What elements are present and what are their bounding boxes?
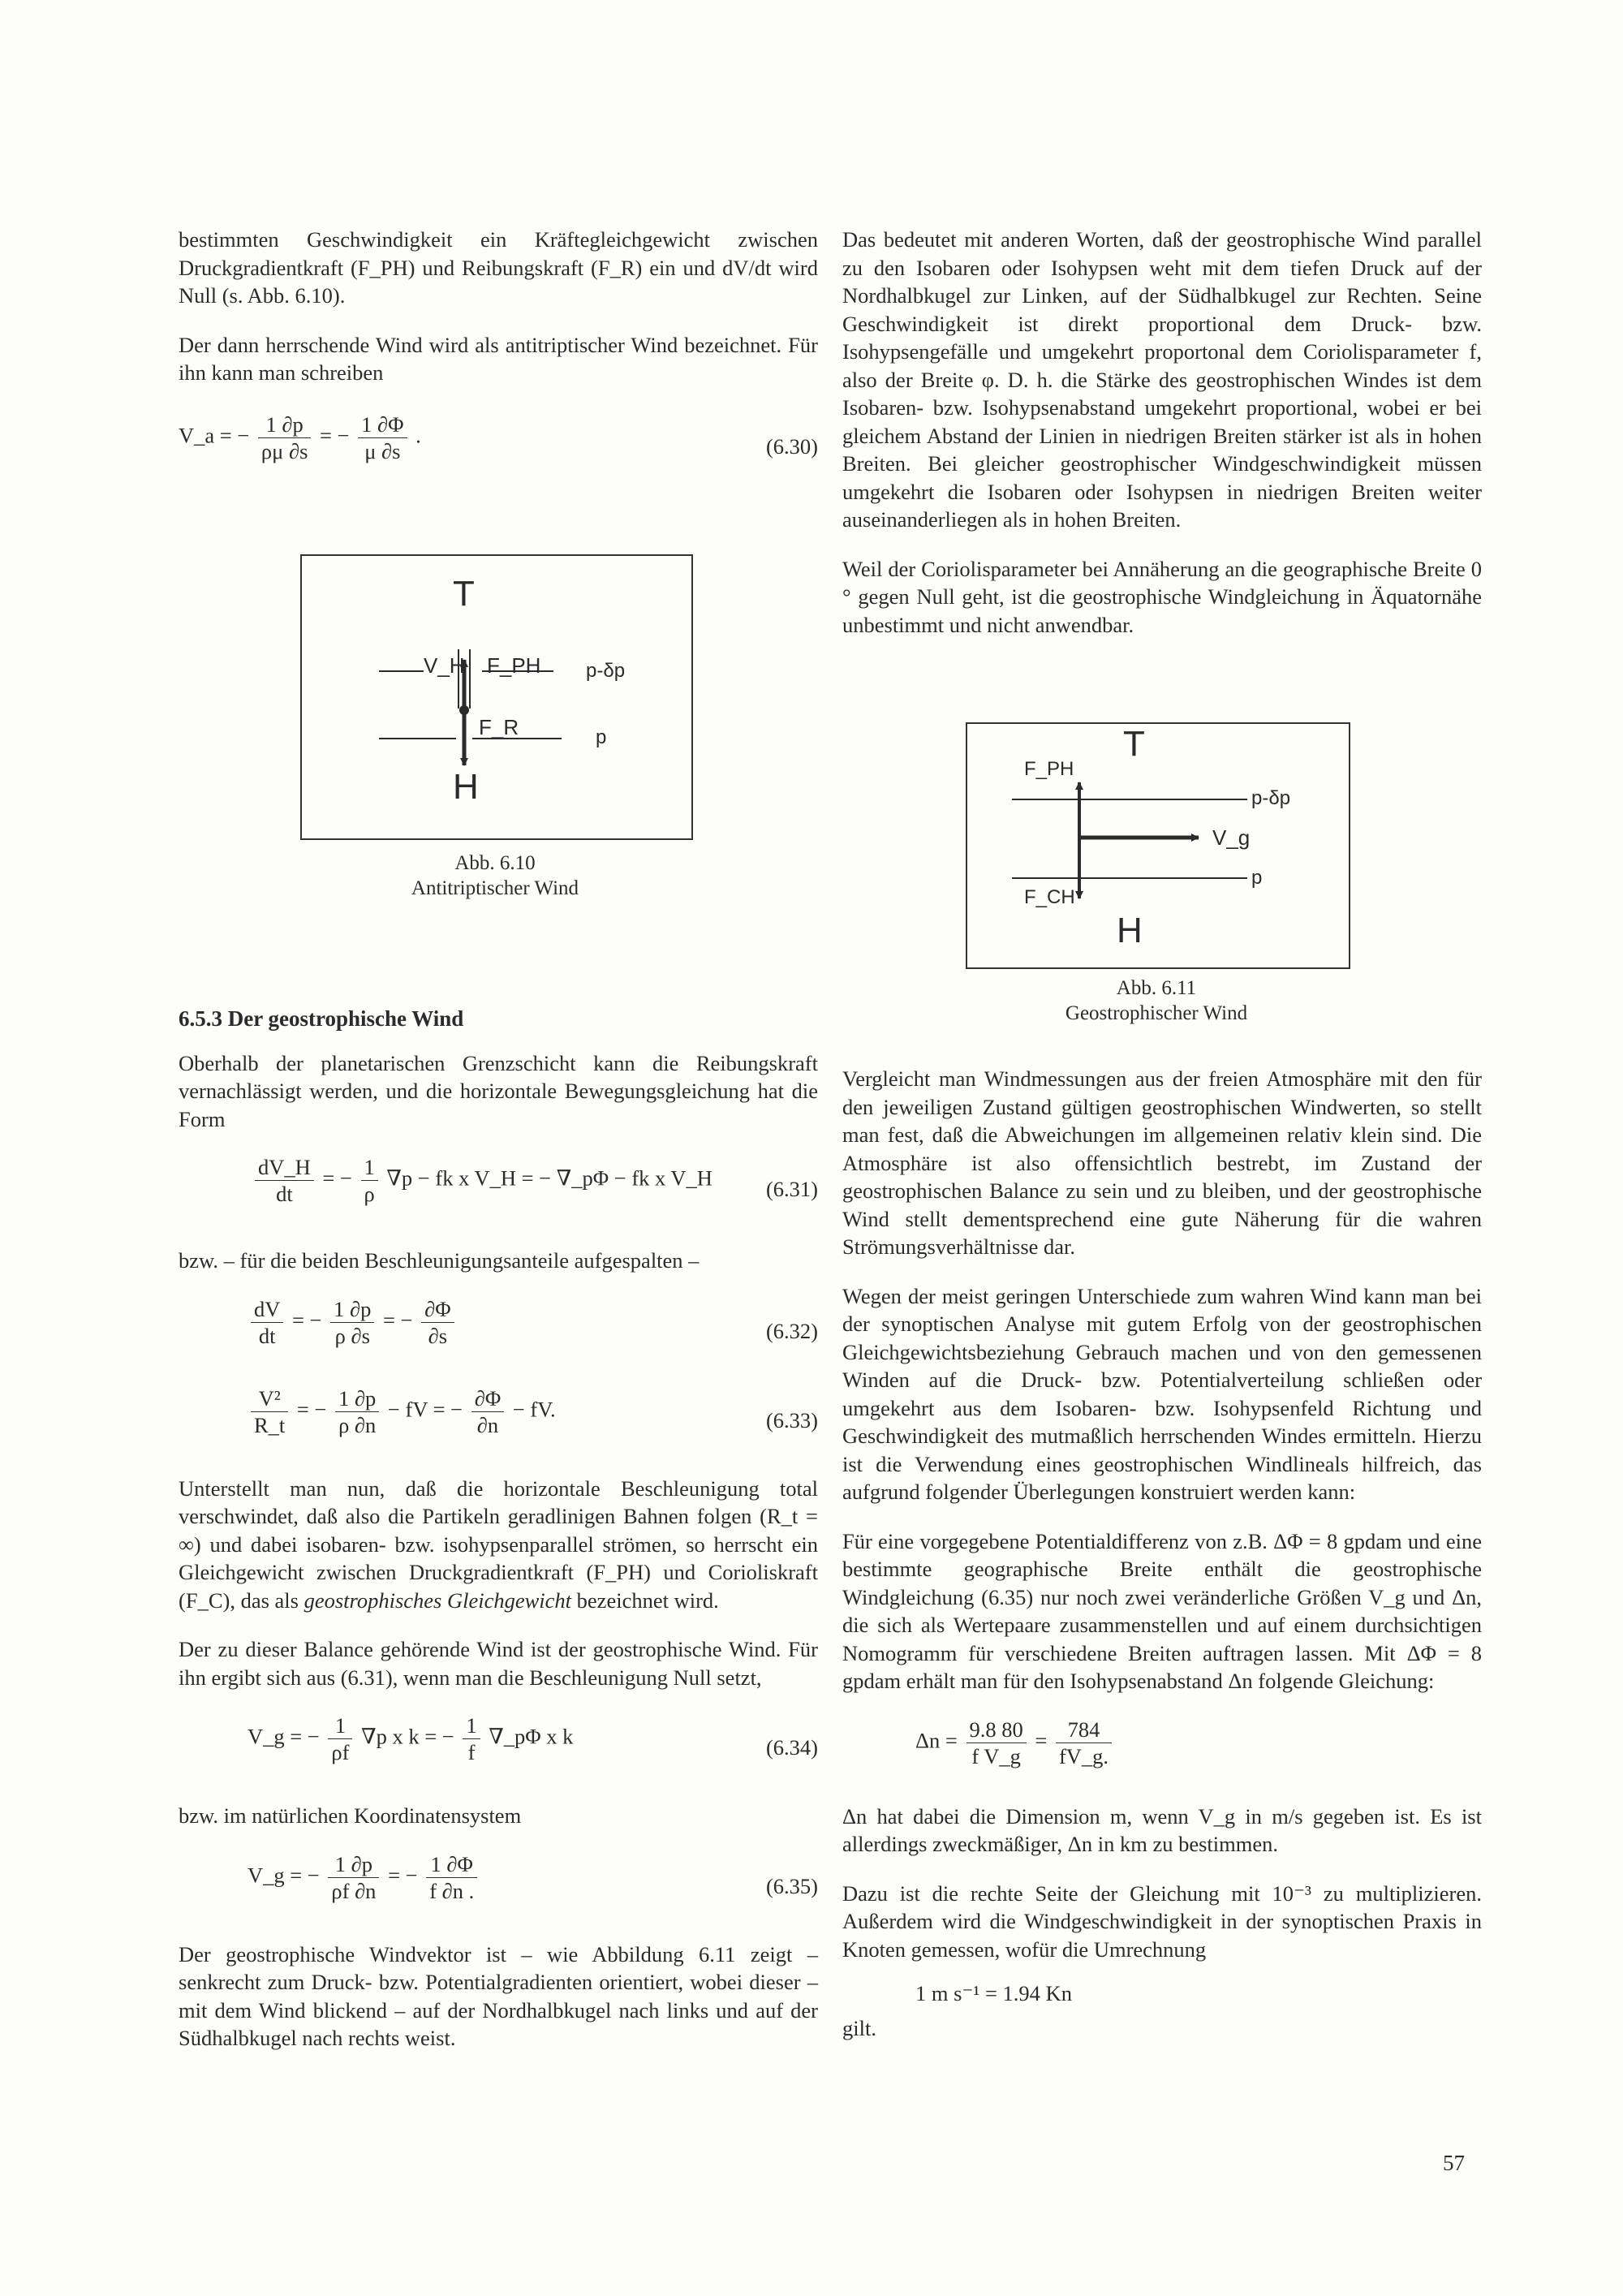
equation-6-34: V_g = − $\frac{1}{\rho f}$ ∇p x k = − $\frac{1}{f}$ ∇_pΦ x k (6.34) [248,1713,818,1764]
equation-6-33: $\frac{\text{V²}}{R\_t}$ = − $\frac{1 \partial p}{\rho \partial n}$ − fV = − $\frac{\partial\Phi}{\partial n}$ − fV. (6.33) [179,1385,818,1454]
label-vg: V_g [1212,825,1251,850]
right-paragraph-5: Für eine vorgegebene Potentialdifferenz von z.B. ΔΦ = 8 gpdam und eine bestimmte geographische Breite enthält die geostrophische Windgleichung (6.35) nur noch zwei veränderliche Größen V_g und Δn, die sich als Wertepaare zusammenstellen und auf einem durchsichtigen Nomogramm für verschiedene Breiten auftragen lassen. Mit ΔΦ = 8 gpdam erhält man für den Isohypsenabstand Δn folgende Gleichung: [842,1528,1482,1693]
equation-6-31: $\frac{dV\_H}{dt}$ = − $\frac{1}{\rho}$ ∇p − fk x V_H = − ∇_pΦ − fk x V_H (6.31) [179,1154,818,1229]
equation-number: (6.30) [765,433,818,459]
equation-6-35: V_g = − $\frac{1 \partial p}{\rho f \partial n}$ = − $\frac{1 \partial\Phi}{f \partial n .}$ (6.35) [248,1851,818,1903]
right-paragraph-2: Weil der Coriolisparameter bei Annäherung an die geographische Breite 0 ° gegen Null geht, ist die geostrophische Windgleichung in Äquatornähe unbestimmt und nicht anwendbar. [842,556,1482,637]
right-paragraph-3: Vergleicht man Windmessungen aus der freien Atmosphäre mit den für den jeweiligen Zustand gültigen geostrophischen Windwerten, so stellt man fest, daß die Abweichungen im allgemeinen relativ klein sind. Die Atmosphäre ist also offensichtlich bestrebt, im Zustand der geostrophischen Balance zu sein und zu bleiben, und der geostrophische Wind stellt dementsprechend eine gute Näherung für die wahren Strömungsverhältnisse dar. [842,1066,1482,1259]
label-vh: V_H [424,653,465,678]
label-fph: F_PH [487,653,541,678]
label-T: T [453,574,475,614]
left-paragraph-6: Der zu dieser Balance gehörende Wind ist der geostrophische Wind. Für ihn ergibt sich aus (6.31), wenn man die Beschleunigung Null setzt, [179,1637,818,1690]
figure-6-11-caption: Abb. 6.11 Geostrophischer Wind [1065,977,1248,1024]
left-paragraph-4: bzw. – für die beiden Beschleunigungsanteile aufgespalten – [179,1248,700,1273]
label-T: T [1123,724,1145,764]
equation-conversion: 1 m s⁻¹ = 1.94 Kn [915,1981,1072,2005]
section-heading: 6.5.3 Der geostrophische Wind [179,1006,464,1031]
figure-6-10-antitriptic-wind [300,554,693,840]
left-column-lower [179,1005,818,2074]
left-paragraph-8: Der geostrophische Windvektor ist – wie Abbildung 6.11 zeigt – senkrecht zum Druck- bzw. Potentialgradienten orientiert, wobei dieser – mit dem Wind blickend – auf der Nordhalbkugel nach links und auf der Südhalbkugel nach rechts weist. [179,1941,818,2050]
left-paragraph-5: Unterstellt man nun, daß die horizontale Beschleunigung total verschwindet, daß also die Partikeln geradlinigen Bahnen folgen (R_t = ∞) und dabei isobaren- bzw. isohypsenparallel strömen, so herrscht ein Gleichgewicht zwischen Druckgradientkraft (F_PH) und Corioliskraft (F_C), das als geostrophisches Gleichgewicht bezeichnet wird. [179,1475,818,1613]
label-p: p [596,726,607,748]
left-paragraph-3: Oberhalb der planetarischen Grenzschicht kann die Reibungskraft vernachlässigt werden, und die horizontale Bewegungsgleichung hat die Form [179,1050,818,1131]
figure-6-10-caption: Abb. 6.10 Antitriptischer Wind [411,852,579,899]
label-fr: F_R [479,715,519,739]
right-paragraph-6: Δn hat dabei die Dimension m, wenn V_g in m/s gegeben ist. Es ist allerdings zweckmäßiger, Δn in km zu bestimmen. [842,1803,1482,1856]
label-p-minus: p-δp [586,660,626,682]
right-paragraph-8: gilt. [842,2015,876,2040]
right-column-lower [842,1065,1482,2063]
right-paragraph-1: Das bedeutet mit anderen Worten, daß der geostrophische Wind parallel zu den Isobaren oder Isohypsen weht mit dem tiefen Druck auf der Nordhalbkugel zur Linken, auf der Südhalbkugel zur Rechten. Seine Geschwindigkeit ist direkt proportional dem Druck- bzw. Isohypsengefälle und umgekehrt proportonal dem Coriolisparameter f, also der Breite φ. D. h. die Stärke des geostrophischen Windes ist dem Isobaren- bzw. Isohypsenabstand umgekehrt proportional, wobei er bei gleichem Abstand der Linien in niedrigen Breiten stärker ist als in hohen Breiten. Bei gleicher geostrophischer Windgeschwindigkeit müssen umgekehrt die Isobaren oder Isohypsen in niedrigen Breiten weiter auseinanderliegen als in hohen Breiten. [842,227,1482,532]
left-paragraph-2: Der dann herrschende Wind wird als antitriptischer Wind bezeichnet. Für ihn kann man schreiben [179,332,818,385]
right-paragraph-7: Dazu ist die rechte Seite der Gleichung mit 10⁻³ zu multiplizieren. Außerdem wird die Windgeschwindigkeit in der synoptischen Praxis in Knoten gemessen, wofür die Umrechnung [842,1880,1482,1962]
equation-delta-n: Δn = $\frac{9.8 80}{\text{f V\_g}}$ = $\frac{784}{fV\_g.}$ [842,1717,1482,1781]
label-H: H [1117,911,1143,950]
left-column [179,226,818,498]
right-paragraph-4: Wegen der meist geringen Unterschiede zum wahren Wind kann man bei der synoptischen Analyse mit gutem Erfolg von der geostrophischen Gleichgewichtsbeziehung Gebrauch machen und von den gemessenen Winden auf die Druck- bzw. Potentialverteilung schließen oder umgekehrt aus dem Isobaren- bzw. Isohypsenfeld Richtung und Geschwindigkeit des mutmaßlich herrschenden Windes ermitteln. Hierzu ist die Verwendung eines geostrophischen Windlineals hilfreich, das aufgrund folgender Überlegungen konstruiert werden kann: [842,1283,1482,1504]
left-paragraph-7: bzw. im natürlichen Koordinatensystem [179,1803,522,1828]
label-p-minus: p-δp [1251,787,1291,809]
equation-6-32: $\frac{dV}{dt}$ = − $\frac{1 \partial p}{\rho \partial s}$ = − $\frac{\partial\Phi}{\partial s}$ (6.32) [179,1296,818,1364]
label-fch: F_CH [1024,886,1075,908]
label-fph: F_PH [1024,758,1074,780]
left-paragraph-1: bestimmten Geschwindigkeit ein Kräftegleichgewicht zwischen Druckgradientkraft (F_PH) und Reibungskraft (F_R) ein und dV/dt wird Null (s. Abb. 6.10). [179,227,818,308]
label-H: H [453,767,479,807]
figure-6-11-geostrophic-wind [966,722,1350,969]
equation-6-30: V_a = − $\frac{1 \partial p}{\rho\mu \partial s}$ = − $\frac{1 \partial\Phi}{\mu \partial s}$ . (6.30) [179,411,818,463]
page-number: 57 [1443,2151,1465,2175]
right-column [842,226,1482,660]
label-p: p [1251,867,1263,889]
